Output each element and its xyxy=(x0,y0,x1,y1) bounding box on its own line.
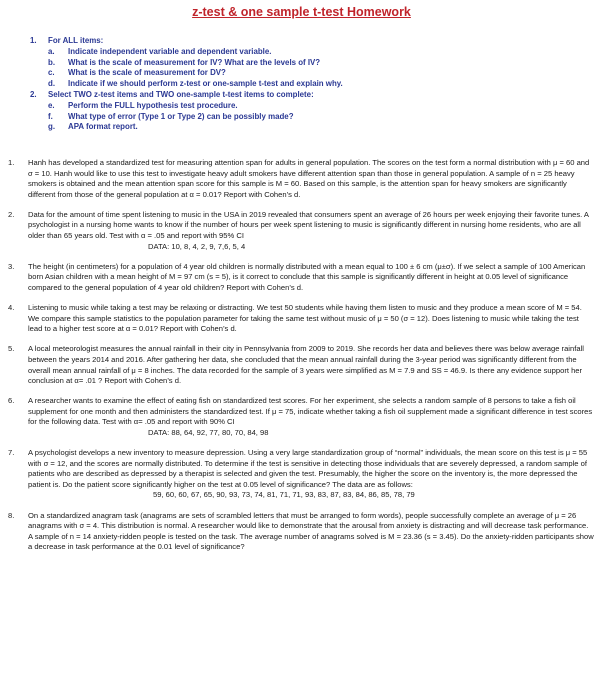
subitem-letter: b. xyxy=(48,57,56,67)
question-data: DATA: 88, 64, 92, 77, 80, 70, 84, 98 xyxy=(148,427,269,437)
question-number: 8. xyxy=(8,510,15,520)
question-number: 5. xyxy=(8,344,15,354)
question-number: 3. xyxy=(8,261,15,271)
instruction-subitem xyxy=(30,58,590,69)
instruction-number: 2. xyxy=(30,89,37,99)
subitem-text: What type of error (Type 1 or Type 2) can be possibly made? xyxy=(68,111,294,121)
question-text: Listening to music while taking a test may be relaxing or distracting. We test 50 students while having them listen to music and they produce a mean score of M = 54. We compare this sample statistics to the population parameter for taking the same test without music of μ = 50 (σ = 12). Does listening to music while taking the test lead to a higher test score at α = 0.01? Report with Cohen’s d. xyxy=(28,303,582,334)
question-number: 1. xyxy=(8,158,15,167)
subitem-text: Indicate independent variable and dependent variable. xyxy=(68,46,272,56)
question-text: A psychologist develops a new inventory to measure depression. Using a very large standardization group of “normal” individuals, the mean score on this test is μ = 55 with σ = 12, and the scores are normally distributed. To determine if the test is sensitive in detecting those individuals that are severely depressed, a random sample of patients who are described as depressed by a therapist is selected and given the test. Presumably, the higher the score on the inventory is, the more depressed the patient is. Do the patient score significantly higher on the test at 0.05 level of significance? The data are as follows: xyxy=(28,448,588,489)
question-text: Hanh has developed a standardized test for measuring attention span for adults in general population. The scores on the test form a normal distribution with μ = 60 and σ = 10. Hanh would like to use this test to investigate heavy adult smokers have different attention span than those in general population. A sample of n = 25 heavy smokers is obtained and the mean attention span score for this sample is M = 60. Based on this sample, is the attention span for heavy smokers are significantly different from those of the general population at α = 0.01? Report with Cohen’s d. xyxy=(28,158,590,199)
question-text: A local meteorologist measures the annual rainfall in their city in Pennsylvania from 2009 to 2019. She records her data and believes there was below average rainfall between the years 2014 and 2016. After gathering her data, she concluded that the mean annual rainfall during the 3-year period was significantly different from the overall mean annual rainfall of μ = 8 inches. The data recorded for the sample of 3 years were simplified as M = 7.9 and SS = 46.9. Is there any evidence support her conclusion at α= .01 ? Report with Cohen’s d. xyxy=(28,344,584,386)
instruction-subitem xyxy=(30,47,590,58)
instruction-item xyxy=(30,90,590,101)
subitem-text: Indicate if we should perform z-test or one-sample t-test and explain why. xyxy=(68,79,343,89)
question-4 xyxy=(8,303,594,335)
instruction-subitem xyxy=(30,112,590,123)
question-text: The height (in centimeters) for a population of 4 year old children is normally distributed with a mean equal to 100 ± 6 cm (μ±σ). If we select a sample of 100 American born Asian children with a mean height of M = 97 cm (s = 5), is it correct to conclude that this sample is significantly different in height at 0.05 level of significance compared to the general population of 4 year old children? Report with Cohen’s d. xyxy=(28,261,586,292)
instruction-text: Select TWO z-test items and TWO one-sample t-test items to complete: xyxy=(48,89,314,99)
question-6 xyxy=(8,396,594,438)
question-data: 59, 60, 60, 67, 65, 90, 93, 73, 74, 81, 71, 71, 93, 83, 87, 83, 84, 86, 85, 78, 79 xyxy=(153,490,415,500)
question-text: A researcher wants to examine the effect of eating fish on standardized test scores. For her experiment, she selects a random sample of 8 persons to take a fish oil supplement for one month and then administers the standardized test. If μ = 75, indicate whether taking a fish oil supplement made a significant difference in test scores for the following data. Test with α= .05 and report with 90% CI xyxy=(28,396,593,427)
instruction-subitem xyxy=(30,68,590,79)
question-7 xyxy=(8,448,594,501)
question-2 xyxy=(8,210,594,252)
question-list xyxy=(8,158,594,562)
instruction-subitem xyxy=(30,101,590,112)
instruction-text: For ALL items: xyxy=(48,36,104,45)
subitem-letter: d. xyxy=(48,79,56,89)
instruction-subitem xyxy=(30,122,590,133)
subitem-letter: g. xyxy=(48,122,56,132)
subitem-text: APA format report. xyxy=(68,122,138,132)
subitem-text: Perform the FULL hypothesis test procedure. xyxy=(68,100,238,110)
question-number: 4. xyxy=(8,303,15,313)
instruction-subitem xyxy=(30,79,590,90)
subitem-text: What is the scale of measurement for DV? xyxy=(68,68,226,78)
question-8 xyxy=(8,511,594,553)
subitem-text: What is the scale of measurement for IV? What are the levels of IV? xyxy=(68,57,321,67)
question-text: On a standardized anagram task (anagrams are sets of scrambled letters that must be arranged to form words), people successfully complete an average of μ = 26 anagrams with σ = 4. This distribution is normal. A researcher would like to demonstrate that the arousal from anxiety is distracting and will decrease task performance. A sample of n = 14 anxiety-ridden people is tested on the task. The average number of anagrams solved is M = 23.36 (s = 3.45). Do the anxiety-ridden participants show a decrease in task performance at the 0.01 level of significance? xyxy=(28,510,594,552)
page-title: z-test & one sample t-test Homework xyxy=(192,5,411,19)
question-number: 7. xyxy=(8,448,15,458)
question-data: DATA: 10, 8, 4, 2, 9, 7,6, 5, 4 xyxy=(148,241,246,251)
question-1 xyxy=(8,158,594,200)
subitem-letter: e. xyxy=(48,100,55,110)
instructions xyxy=(30,36,590,133)
subitem-letter: a. xyxy=(48,46,55,56)
question-text: Data for the amount of time spent listening to music in the USA in 2019 revealed that consumers spent an average of 26 hours per week enjoying their favorite tunes. A psychologist in a nursing home wants to know if the number of hours per week spent listening to music is significantly different in nursing home residents, who are all older than 65 years old. Test with α = .05 and report with 95% CI xyxy=(28,209,589,241)
question-number: 6. xyxy=(8,396,15,406)
instruction-number: 1. xyxy=(30,36,37,45)
question-5 xyxy=(8,344,594,386)
subitem-letter: c. xyxy=(48,68,55,78)
question-3 xyxy=(8,262,594,294)
question-number: 2. xyxy=(8,209,15,219)
subitem-letter: f. xyxy=(48,111,53,121)
instruction-item xyxy=(30,36,590,47)
